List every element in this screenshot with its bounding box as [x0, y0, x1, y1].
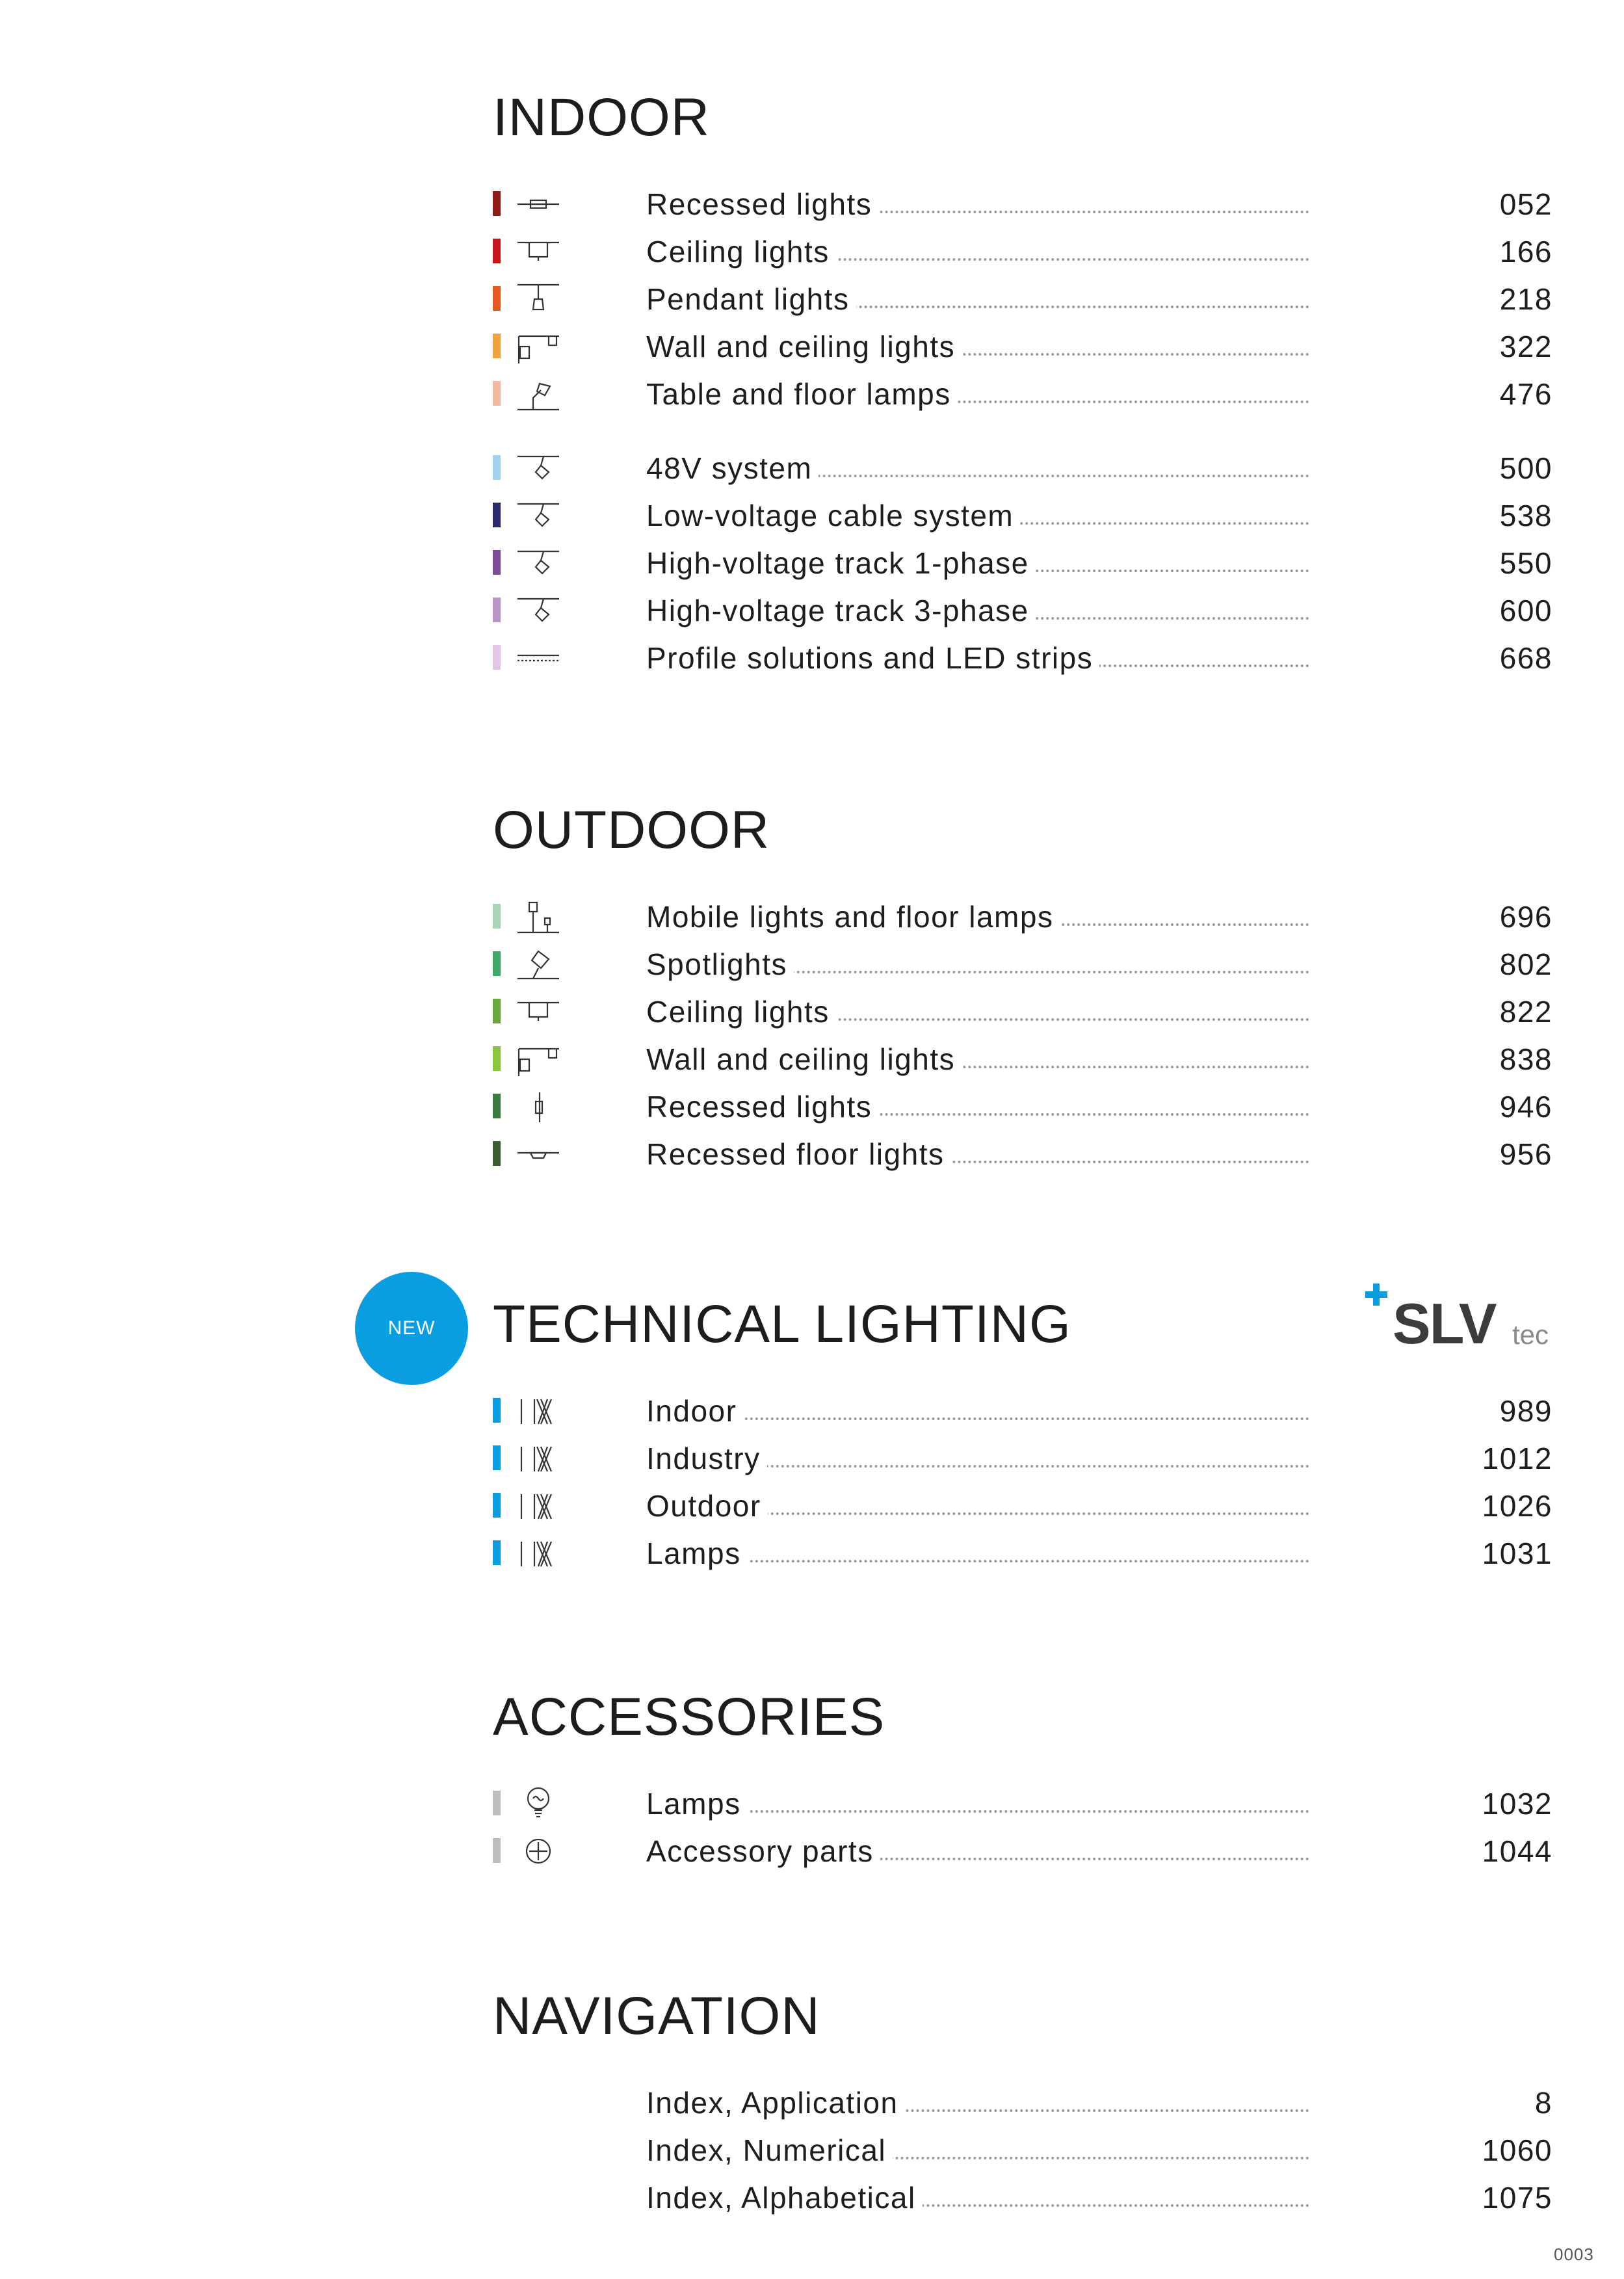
category-color-bar [493, 951, 501, 976]
category-color-bar [493, 1094, 501, 1118]
wall-ceiling-light-icon [515, 327, 562, 366]
spotlight-icon [515, 945, 562, 984]
indoor-title: INDOOR [493, 88, 710, 147]
page-number-ref[interactable]: 052 [1499, 187, 1552, 221]
category-color-bar [493, 1540, 501, 1565]
entry-label[interactable]: Mobile lights and floor lamps [646, 900, 1060, 934]
technical-beam-icon [515, 1486, 562, 1525]
logo-plus-icon [1364, 1282, 1390, 1308]
page-number-ref[interactable]: 1075 [1482, 2181, 1552, 2215]
category-color-bar [493, 1445, 501, 1470]
page-number-ref[interactable]: 802 [1499, 947, 1552, 981]
toc-entry[interactable] [493, 1135, 1552, 1174]
technical-beam-icon [515, 1391, 562, 1430]
category-color-bar [493, 1046, 501, 1071]
page-number-ref[interactable]: 668 [1499, 641, 1552, 675]
entry-label[interactable]: Spotlights [646, 947, 794, 981]
toc-entry[interactable] [493, 945, 1552, 984]
category-color-bar [493, 455, 501, 480]
page-number: 0003 [1554, 2245, 1594, 2264]
category-color-bar [493, 381, 501, 406]
dot-leader [646, 1417, 1309, 1420]
page-number-ref[interactable]: 1012 [1482, 1442, 1552, 1475]
toc-entry[interactable] [493, 1391, 1552, 1430]
page-number-ref[interactable]: 1060 [1482, 2133, 1552, 2167]
entry-label[interactable]: 48V system [646, 451, 819, 485]
page-number-ref[interactable]: 822 [1499, 995, 1552, 1029]
toc-entry[interactable] [493, 1439, 1552, 1478]
category-color-bar [493, 1791, 501, 1815]
track-spot-icon [515, 496, 562, 535]
page-number-ref[interactable]: 1044 [1482, 1834, 1552, 1868]
page-number-ref[interactable]: 500 [1499, 451, 1552, 485]
category-color-bar [493, 598, 501, 622]
plus-circle-icon [515, 1832, 562, 1871]
navigation-title: NAVIGATION [493, 1986, 820, 2046]
wall-ceiling-light-icon [515, 1040, 562, 1079]
page-number-ref[interactable]: 322 [1499, 330, 1552, 363]
page-number-ref[interactable]: 538 [1499, 499, 1552, 533]
toc-entry[interactable] [493, 2178, 1552, 2217]
category-color-bar [493, 645, 501, 670]
toc-entry[interactable] [493, 1486, 1552, 1525]
page-number-ref[interactable]: 946 [1499, 1090, 1552, 1124]
entry-label[interactable]: Ceiling lights [646, 995, 836, 1029]
entry-label[interactable]: High-voltage track 1-phase [646, 546, 1036, 580]
floor-recessed-light-icon [515, 1135, 562, 1174]
toc-entry[interactable] [493, 1832, 1552, 1871]
entry-label[interactable]: Lamps [646, 1787, 748, 1821]
page-number-ref[interactable]: 476 [1499, 377, 1552, 411]
outdoor-title: OUTDOOR [493, 800, 770, 860]
technical-title: TECHNICAL LIGHTING [493, 1295, 1071, 1354]
toc-entry[interactable] [493, 1040, 1552, 1079]
page-number-ref[interactable]: 989 [1499, 1394, 1552, 1428]
track-spot-icon [515, 591, 562, 630]
page-number-ref[interactable]: 8 [1534, 2086, 1552, 2120]
page-number-ref[interactable]: 1026 [1482, 1489, 1552, 1523]
entry-label[interactable]: Index, Application [646, 2086, 905, 2120]
page-number-ref[interactable]: 1031 [1482, 1536, 1552, 1570]
entry-label[interactable]: Ceiling lights [646, 235, 836, 269]
toc-entry[interactable] [493, 2131, 1552, 2170]
category-color-bar [493, 503, 501, 527]
category-color-bar [493, 904, 501, 929]
entry-label[interactable]: Lamps [646, 1536, 748, 1570]
toc-entry[interactable] [493, 496, 1552, 535]
entry-label[interactable]: Low-voltage cable system [646, 499, 1020, 533]
entry-label[interactable]: Table and floor lamps [646, 377, 958, 411]
toc-entry[interactable] [493, 280, 1552, 319]
category-color-bar [493, 191, 501, 216]
entry-label[interactable]: Index, Alphabetical [646, 2181, 923, 2215]
track-spot-icon [515, 544, 562, 583]
entry-label[interactable]: Recessed floor lights [646, 1137, 950, 1171]
toc-entry[interactable] [493, 591, 1552, 630]
category-color-bar [493, 1141, 501, 1166]
ceiling-light-icon [515, 232, 562, 271]
track-spot-icon [515, 449, 562, 488]
toc-entry[interactable] [493, 449, 1552, 488]
new-badge: NEW [355, 1272, 468, 1385]
toc-entry[interactable] [493, 375, 1552, 414]
toc-entry[interactable] [493, 1534, 1552, 1573]
category-color-bar [493, 286, 501, 311]
entry-label[interactable]: Outdoor [646, 1489, 768, 1523]
entry-label[interactable]: Pendant lights [646, 282, 856, 316]
entry-label[interactable]: High-voltage track 3-phase [646, 594, 1036, 627]
toc-entry[interactable] [493, 544, 1552, 583]
logo-brand: SLV [1393, 1291, 1496, 1356]
page-number-ref[interactable]: 696 [1499, 900, 1552, 934]
entry-label[interactable]: Recessed lights [646, 187, 878, 221]
toc-entry[interactable] [493, 897, 1552, 936]
toc-entry[interactable] [493, 639, 1552, 678]
toc-entry[interactable] [493, 992, 1552, 1031]
toc-entry[interactable] [493, 232, 1552, 271]
page-number-ref[interactable]: 600 [1499, 594, 1552, 627]
pendant-light-icon [515, 280, 562, 319]
toc-entry[interactable] [493, 327, 1552, 366]
category-color-bar [493, 1493, 501, 1518]
led-strip-icon [515, 639, 562, 678]
bollard-icon [515, 897, 562, 936]
ceiling-light-icon [515, 992, 562, 1031]
page-number-ref[interactable]: 838 [1499, 1042, 1552, 1076]
entry-label[interactable]: Indoor [646, 1394, 743, 1428]
toc-entry[interactable] [493, 1784, 1552, 1823]
entry-label[interactable]: Profile solutions and LED strips [646, 641, 1099, 675]
toc-entry[interactable] [493, 2083, 1552, 2122]
entry-label[interactable]: Index, Numerical [646, 2133, 893, 2167]
category-color-bar [493, 1398, 501, 1423]
entry-label[interactable]: Industry [646, 1442, 767, 1475]
category-color-bar [493, 239, 501, 263]
slv-tec-logo [1364, 1282, 1559, 1354]
page-number-ref[interactable]: 550 [1499, 546, 1552, 580]
entry-label[interactable]: Accessory parts [646, 1834, 880, 1868]
category-color-bar [493, 334, 501, 358]
technical-beam-icon [515, 1534, 562, 1573]
accessories-title: ACCESSORIES [493, 1687, 885, 1746]
page-number-ref[interactable]: 166 [1499, 235, 1552, 269]
toc-entry[interactable] [493, 1087, 1552, 1126]
toc-entry[interactable] [493, 185, 1552, 224]
wall-recessed-light-icon [515, 1087, 562, 1126]
logo-suffix: tec [1512, 1319, 1549, 1350]
page-number-ref[interactable]: 218 [1499, 282, 1552, 316]
category-color-bar [493, 999, 501, 1023]
entry-label[interactable]: Wall and ceiling lights [646, 1042, 962, 1076]
table-lamp-icon [515, 375, 562, 414]
recessed-light-icon [515, 185, 562, 224]
entry-label[interactable]: Recessed lights [646, 1090, 878, 1124]
technical-beam-icon [515, 1439, 562, 1478]
category-color-bar [493, 550, 501, 575]
category-color-bar [493, 1838, 501, 1863]
page-number-ref[interactable]: 956 [1499, 1137, 1552, 1171]
page-number-ref[interactable]: 1032 [1482, 1787, 1552, 1821]
entry-label[interactable]: Wall and ceiling lights [646, 330, 962, 363]
bulb-icon [515, 1784, 562, 1823]
